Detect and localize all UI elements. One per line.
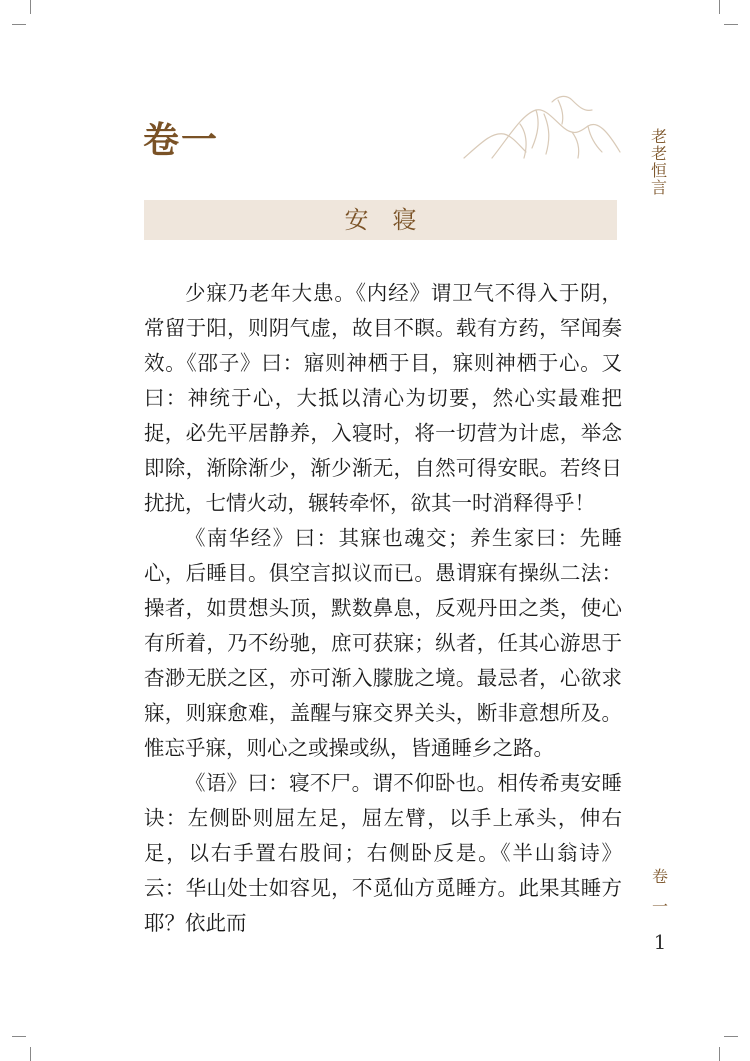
section-title-bar bbox=[144, 200, 617, 240]
paragraph: 少寐乃老年大患。《内经》谓卫气不得入于阴，常留于阳，则阴气虚，故目不瞑。载有方药，罕闻奏效。《邵子》曰：寤则神栖于目，寐则神栖于心。又曰：神统于心，大抵以清心为切要，然心实最难把捉，必先平居静养，入寝时，将一切营为计虑，举念即除，渐除渐少，渐少渐无，自然可得安眠。若终日扰扰，七情火动，辗转牵怀，欲其一时消释得乎！ bbox=[144, 281, 622, 515]
book-title-vertical: 老老恒言 bbox=[650, 127, 667, 197]
crop-mark-top-left-h bbox=[12, 24, 26, 25]
mountain-icon bbox=[462, 92, 622, 164]
crop-mark-bottom-right-v bbox=[719, 1047, 720, 1061]
section-title: 安寝 bbox=[344, 206, 441, 234]
crop-mark-bottom-left-h bbox=[12, 1036, 26, 1037]
crop-mark-top-right-v bbox=[719, 0, 720, 14]
body-text bbox=[144, 276, 622, 941]
paragraph: 《南华经》曰：其寐也魂交；养生家曰：先睡心，后睡目。俱空言拟议而已。愚谓寐有操纵二法：操者，如贯想头顶，默数鼻息，反观丹田之类，使心有所着，乃不纷驰，庶可获寐；纵者，任其心游思于杳渺无朕之区，亦可渐入朦胧之境。最忌者，心欲求寐，则寐愈难，盖醒与寐交界关头，断非意想所及。惟忘乎寐，则心之或操或纵，皆通睡乡之路。 bbox=[144, 526, 622, 760]
running-chapter-label: 卷一 bbox=[652, 867, 669, 916]
crop-mark-bottom-left-v bbox=[30, 1047, 31, 1061]
crop-mark-top-left-v bbox=[30, 0, 31, 14]
page-number: 1 bbox=[653, 930, 667, 954]
paragraph: 《语》曰：寝不尸。谓不仰卧也。相传希夷安睡诀：左侧卧则屈左足，屈左臂，以手上承头，伸右足，以右手置右股间；右侧卧反是。《半山翁诗》云：华山处士如容见，不觅仙方觅睡方。此果其睡方耶？依此而 bbox=[144, 771, 622, 935]
crop-mark-bottom-right-h bbox=[724, 1036, 738, 1037]
crop-mark-top-right-h bbox=[724, 24, 738, 25]
chapter-title: 卷一 bbox=[143, 119, 220, 161]
